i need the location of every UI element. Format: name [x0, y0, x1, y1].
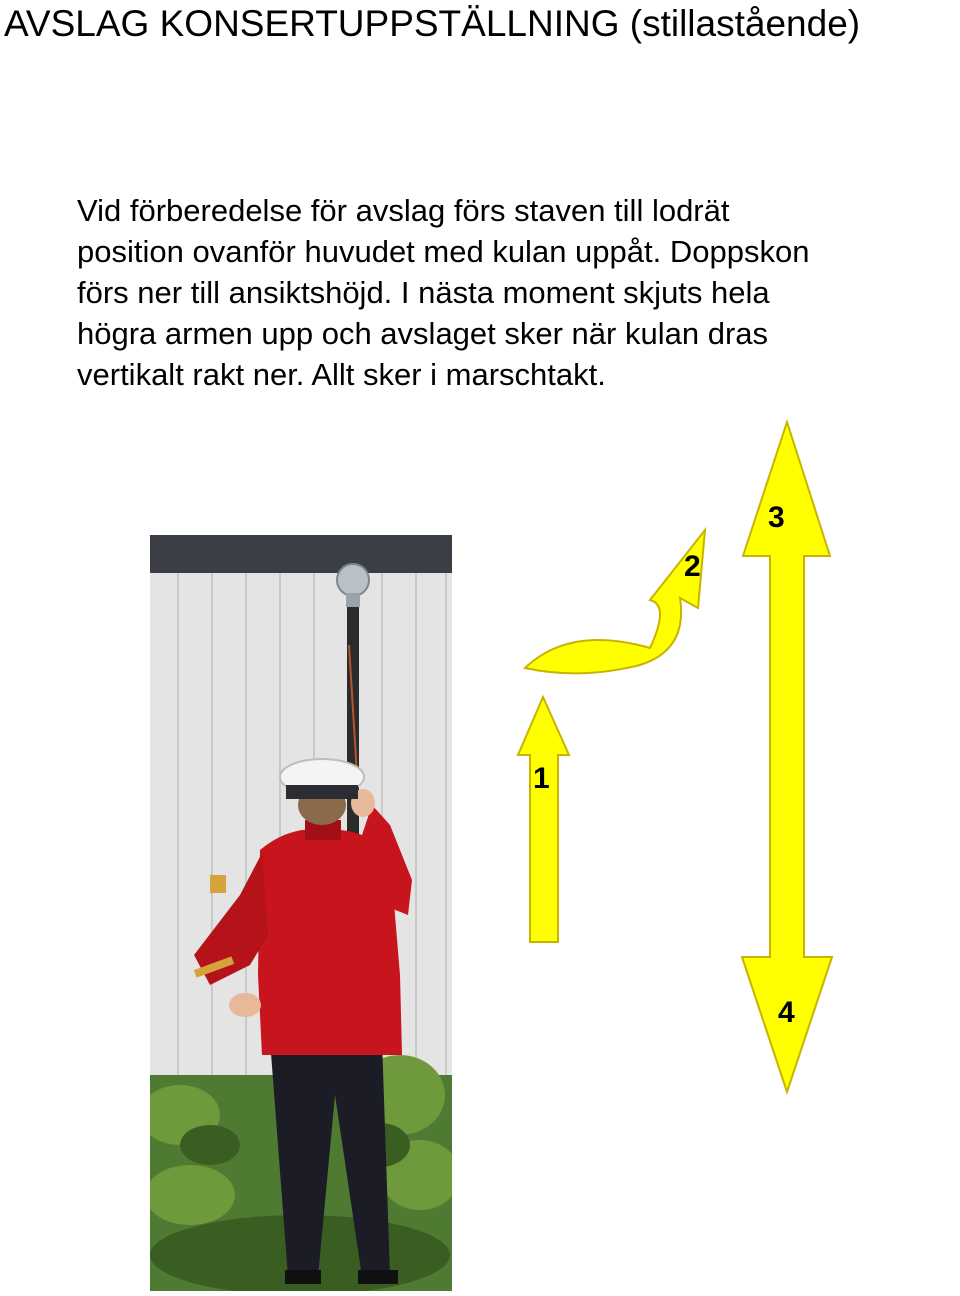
- arrow-label-2: 2: [684, 550, 701, 583]
- paragraph-line: högra armen upp och avslaget sker när kulan dras: [77, 316, 769, 351]
- motion-arrow-diagram: [500, 410, 850, 1029]
- uniform-photo: [150, 535, 452, 1291]
- arrow-label-1: 1: [533, 762, 550, 795]
- arrow-2-curve: [525, 530, 705, 673]
- arrow-label-3: 3: [768, 501, 785, 534]
- arrow-1-up: [518, 697, 569, 942]
- arrow-label-4: 4: [778, 996, 795, 1029]
- paragraph-line: position ovanför huvudet med kulan uppåt. Doppskon: [77, 234, 810, 269]
- paragraph-line: vertikalt rakt ner. Allt sker i marschtakt.: [77, 357, 606, 392]
- paragraph-line: förs ner till ansiktshöjd. I nästa moment skjuts hela: [77, 275, 770, 310]
- paragraph-line: Vid förberedelse för avslag förs staven till lodrät: [77, 193, 730, 228]
- instruction-paragraph: [77, 190, 937, 395]
- page-title: AVSLAG KONSERTUPPSTÄLLNING (stillastående): [4, 3, 861, 44]
